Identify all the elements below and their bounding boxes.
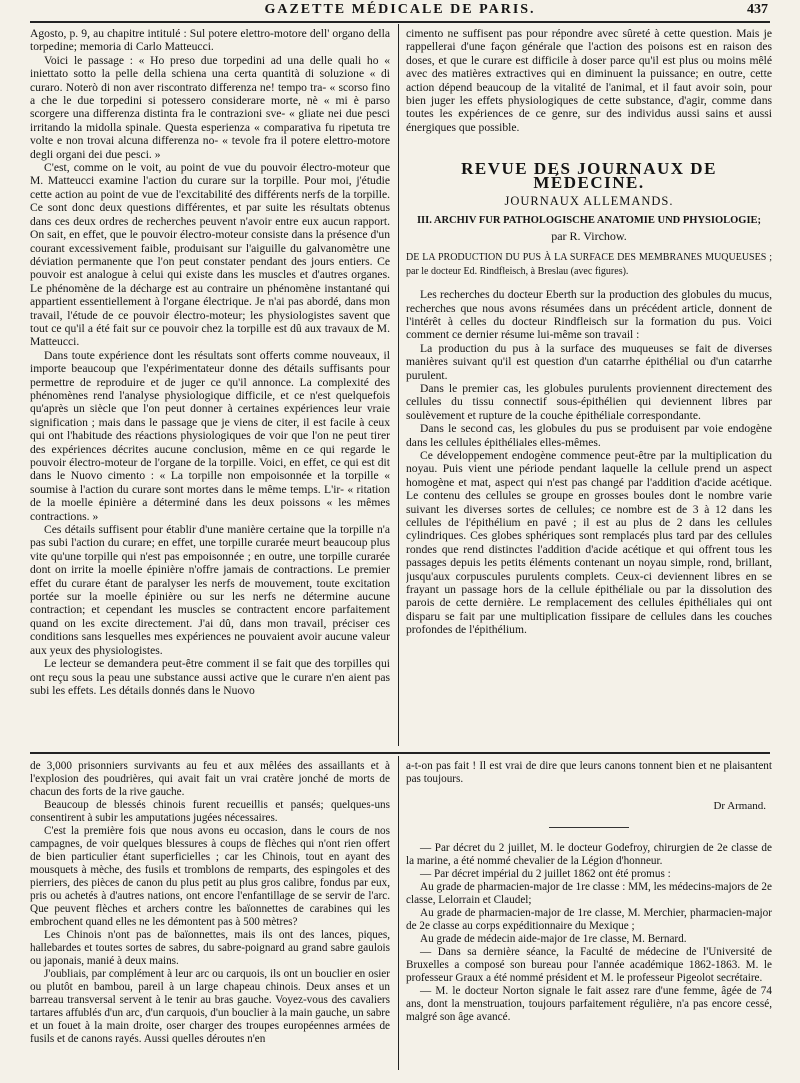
paragraph: Ces détails suffisent pour établir d'une manière certaine que la torpille n'a pas subi l'action du curare; en effet, une torpille curarée meurt beaucoup plus vite qu'une torpille qui n'est pas empoisonnée ; en outre, une torpille curarée dont on irrite la moelle épinière n'offre jamais de contractions. Le premier effet du curare étant de paralyser les nerfs de mouvement, toute excitation portée sur la moelle épinière ou sur les nerfs ne détermine aucune contraction; et cependant les muscles se contractent encore parfaitement quand on les excite directement. J'ai dû, dans mon travail, préciser ces conditions sans lesquelles mes expériences ne pouvaient avoir aucune valeur aux yeux des physiologistes. [30, 523, 390, 657]
paragraph: Voici le passage : « Ho preso due torpedini ad una delle quali ho « iniettato sotto la pelle della schiena una certa quantità di soluzione « di curaro. Noterò di non aver riscontrato differenza ne! tempo tra- « scorso fino a che le due torpedini si potessero considerare morte, nè « mi è parso scorgere una differenza distinta fra le contrazioni sve- « gliate nei due pesci irritando la midolla spinale. Questa esperienza « comparativa fu ripetuta tre volte e non trovai alcuna differenza no- « tevole fra il potere elettro-motore degli organi dei due pesci. » [30, 53, 390, 161]
article-heading: DE LA PRODUCTION DU PUS À LA SURFACE DES MEMBRANES MUQUEUSES ; par le docteur Ed. Rindfleisch, à Breslau (avec figures). [406, 252, 772, 277]
column-divider-bottom [398, 756, 399, 1070]
paragraph: Dans le premier cas, les globules purulents proviennent directement des cellules du tissu connectif sous-épithélien qui deviennent libres par soulèvement et rupture de la couche épithéliale correspondante. [406, 381, 772, 422]
paragraph: — Par décret impérial du 2 juillet 1862 ont été promus : [420, 868, 671, 880]
signature: Dr Armand. [713, 800, 766, 812]
paragraph: La production du pus à la surface des muqueuses se fait de diverses manières suivant qu'il est question d'un catarrhe épithélial ou d'un catarrhe purulent. [406, 341, 772, 382]
column-divider-top [398, 24, 399, 746]
paragraph: Le lecteur se demandera peut-être comment il se fait que des torpilles qui ont reçu sous la peau une substance aussi active que le curare n'en aient pas subi les effets. Les détails donnés dans le Nuovo [30, 657, 390, 697]
header-rule [30, 21, 770, 23]
page-header [30, 2, 770, 20]
bottom-left-column [30, 760, 390, 1070]
paragraph: C'est, comme on le voit, au point de vue du pouvoir électro-moteur que M. Matteucci examine l'action du curare sur la torpille. Pour moi, j'étudie cette action au point de vue de l'excitabilité des différents nerfs de la torpille. Ce sont donc deux questions différentes, et par suite les résultats obtenus dans ces deux ordres de recherches peuvent n'avoir entre eux aucun rapport. On sait, en effet, que le pouvoir électro-moteur consiste dans la présence d'un courant excessivement faible, produisant sur l'aiguille du galvanomètre une déviation permanente que l'on peut constater pendant des jours entiers. Ce pouvoir est analogue à celui qui existe dans les muscles et d'autres organes. Le phénomène de la décharge est au contraire un phénomène instantané qui appartient essentiellement à l'organe électrique. Je n'ai pas abordé, dans mon travail, l'étude de ce pouvoir électro-moteur; les physiologistes savent que tout ce qu'il a été fait sur ce pouvoir chez la torpille est dû aux travaux de M. Matteucci. [30, 161, 390, 349]
bottom-right-column [406, 760, 772, 1070]
paragraph: Beaucoup de blessés chinois furent recueillis et pansés; quelques-uns consentirent à subir les amputations jugées nécessaires. [30, 799, 390, 824]
paragraph: J'oubliais, par complément à leur arc ou carquois, ils ont un bouclier en osier ou plutôt en bambou, pareil à un large chapeau chinois. Deux anses et un barreau transversal servent à le tenir au bras gauche. Voyez-vous des cavaliers tartares affublés d'un arc, d'un carquois, d'un bouclier à la main gauche, un sabre et un fouet à la main droite, oser charger des troupes européennes armées de fusils et de canons rayés. Aussi quelles déroutes n'en [30, 968, 390, 1045]
top-right-column [406, 27, 772, 747]
paragraph: Les recherches du docteur Eberth sur la production des globules du mucus, recherches que nous avons résumées dans un précédent article, donnent de l'intérêt à celles du docteur Rindfleisch sur la formation du pus. Voici comment ce dernier résume lui-même son travail : [406, 288, 772, 342]
paragraph: Dans le second cas, les globules du pus se produisent par voie endogène dans les cellules épithéliales elles-mêmes. [406, 422, 772, 449]
paragraph: Au grade de médecin aide-major de 1re classe, M. Bernard. [420, 933, 687, 945]
paragraph: Au grade de pharmacien-major de 1re classe, M. Merchier, pharmacien-major de 2e classe au corps expéditionnaire du Mexique ; [406, 907, 772, 932]
short-divider [549, 827, 629, 828]
page-number: 437 [747, 2, 768, 17]
paragraph: Agosto, p. 9, au chapitre intitulé : Sul potere elettro-motore dell' organo della torpedine; memoria di Carlo Matteucci. [30, 27, 390, 54]
section-rule [30, 752, 770, 754]
subsection-title: JOURNAUX ALLEMANDS. [504, 194, 674, 209]
paragraph: Les Chinois n'ont pas de baïonnettes, mais ils ont des lances, piques, hallebardes et toutes sortes de sabres, du sabre-poignard au grand sabre gaulois ou japonais, manié à deux mains. [30, 929, 390, 967]
paragraph: de 3,000 prisonniers survivants au feu et aux mêlées des assaillants et à l'explosion des poudrières, qui avait fait un vrai cratère jonché de morts de chacun des forts de la rive gauche. [30, 760, 390, 798]
section-title: REVUE DES JOURNAUX DE MÉDECINE. [461, 159, 717, 192]
top-left-column [30, 27, 390, 747]
journal-author: par R. Virchow. [551, 228, 627, 243]
paragraph: Dans toute expérience dont les résultats sont offerts comme nouveaux, il importe beaucoup que l'expérimentateur donne des détails suffisants pour permettre de reproduire et de juger ce qu'il annonce. La complexité des phénomènes rend l'analyse physiologique difficile, et ce n'est quelquefois qu'après un siècle que l'on peut donner à certaines expériences leur vraie signification ; mais dans le passage que je viens de citer, il est facile à ceux qui ont l'habitude des réactions physiologiques de voir que l'on ne peut tirer des expériences décrites aucune conclusion, même en ce qui regarde le pouvoir électro-moteur de l'organe de la torpille. Voici, en effet, ce qui est dit dans le Nuovo cimento : « La torpille non empoisonnée et la torpille « soumise à l'action du curare sont mortes dans le même temps. L'ir- « ritation de la moelle épinière a déterminé dans les deux poissons « les mêmes contractions. » [30, 348, 390, 523]
paragraph: — Par décret du 2 juillet, M. le docteur Godefroy, chirurgien de 2e classe de la marine, a été nommé chevalier de la Légion d'honneur. [406, 842, 772, 867]
paragraph: a-t-on pas fait ! Il est vrai de dire que leurs canons tonnent bien et ne plaisantent pas toujours. [406, 760, 772, 785]
journal-title: III. ARCHIV FUR PATHOLOGISCHE ANATOMIE UND PHYSIOLOGIE; [416, 215, 762, 227]
paragraph: cimento ne suffisent pas pour répondre avec sûreté à cette question. Mais je rappellerai d'une façon générale que l'action des poisons est en raison des doses, et que le curare est difficile à doser parce qu'il est plus ou moins mêlé avec des matières extractives qui en diminuent la puissance; en outre, cette action dépend beaucoup de la vitalité de l'animal, et il faut avoir soin, pour bien juger les effets physiologiques de cette substance, d'agir, comme dans toutes les expériences de ce genre, sur des individus aussi sains et aussi énergiques que possible. [406, 27, 772, 134]
page-title: GAZETTE MÉDICALE DE PARIS. [264, 2, 536, 17]
paragraph: Ce développement endogène commence peut-être par la multiplication du noyau. Puis vient une période pendant laquelle la cellule prend un aspect homogène et mat, aspect qui n'est pas changé par l'addition d'acide acétique. Le contenu des cellules se groupe en grosses boules dont le nombre varie suivant les diverses sortes de cellules; ce nombre est de 3 à 12 dans les cellules de l'épithélium en pavé ; il est au plus de 2 dans les cellules cylindriques. Ces globes sphériques sont remplacés plus tard par des cellules rondes que rend distinctes l'addition d'acide acétique et qui offrent tous les passages depuis les petits éléments contenant un noyau simple, rond, brillant, jusqu'aux corpuscules purulents complets. Ceux-ci deviennent libres en se frayant un passage hors de la cellule épithéliale ou par la dissolution des parois de cette dernière. Le remplacement des cellules épithéliales qui ont disparu se fait par une multiplication fissipare de cellules dans les couches profondes de l'épithélium. [406, 448, 772, 637]
paragraph: C'est la première fois que nous avons eu occasion, dans le cours de nos campagnes, de voir quelques blessures à coups de flèches qui n'ont rien offert de bien particulier étant superficielles ; car les Chinois, tout en ayant des mousquets à mèche, des fusils et tromblons de remparts, des espingoles et des pierriers, des pièces de canon du plus petit au plus gros calibre, fondus par eux, pris ou achetés à d'autres nations, ont encore l'enfantillage de se servir de l'arc. Que peuvent flèches et archers contre les baïonnettes de carabines qui les embrochent quand elles ne les démontent pas à 500 mètres? [30, 825, 390, 928]
paragraph: Au grade de pharmacien-major de 1re classe : MM, les médecins-majors de 2e classe, Lelorrain et Claudel; [406, 881, 772, 906]
paragraph: — Dans sa dernière séance, la Faculté de médecine de l'Université de Bruxelles a composé son bureau pour l'année académique 1862-1863. M. le professeur Graux a été nommé président et M. le professeur Pigeolot secrétaire. [406, 946, 772, 984]
paragraph: — M. le docteur Norton signale le fait assez rare d'une femme, âgée de 74 ans, dont la menstruation, toujours parfaitement régulière, n'a pas encore cessé, malgré son âge avancé. [406, 985, 772, 1023]
